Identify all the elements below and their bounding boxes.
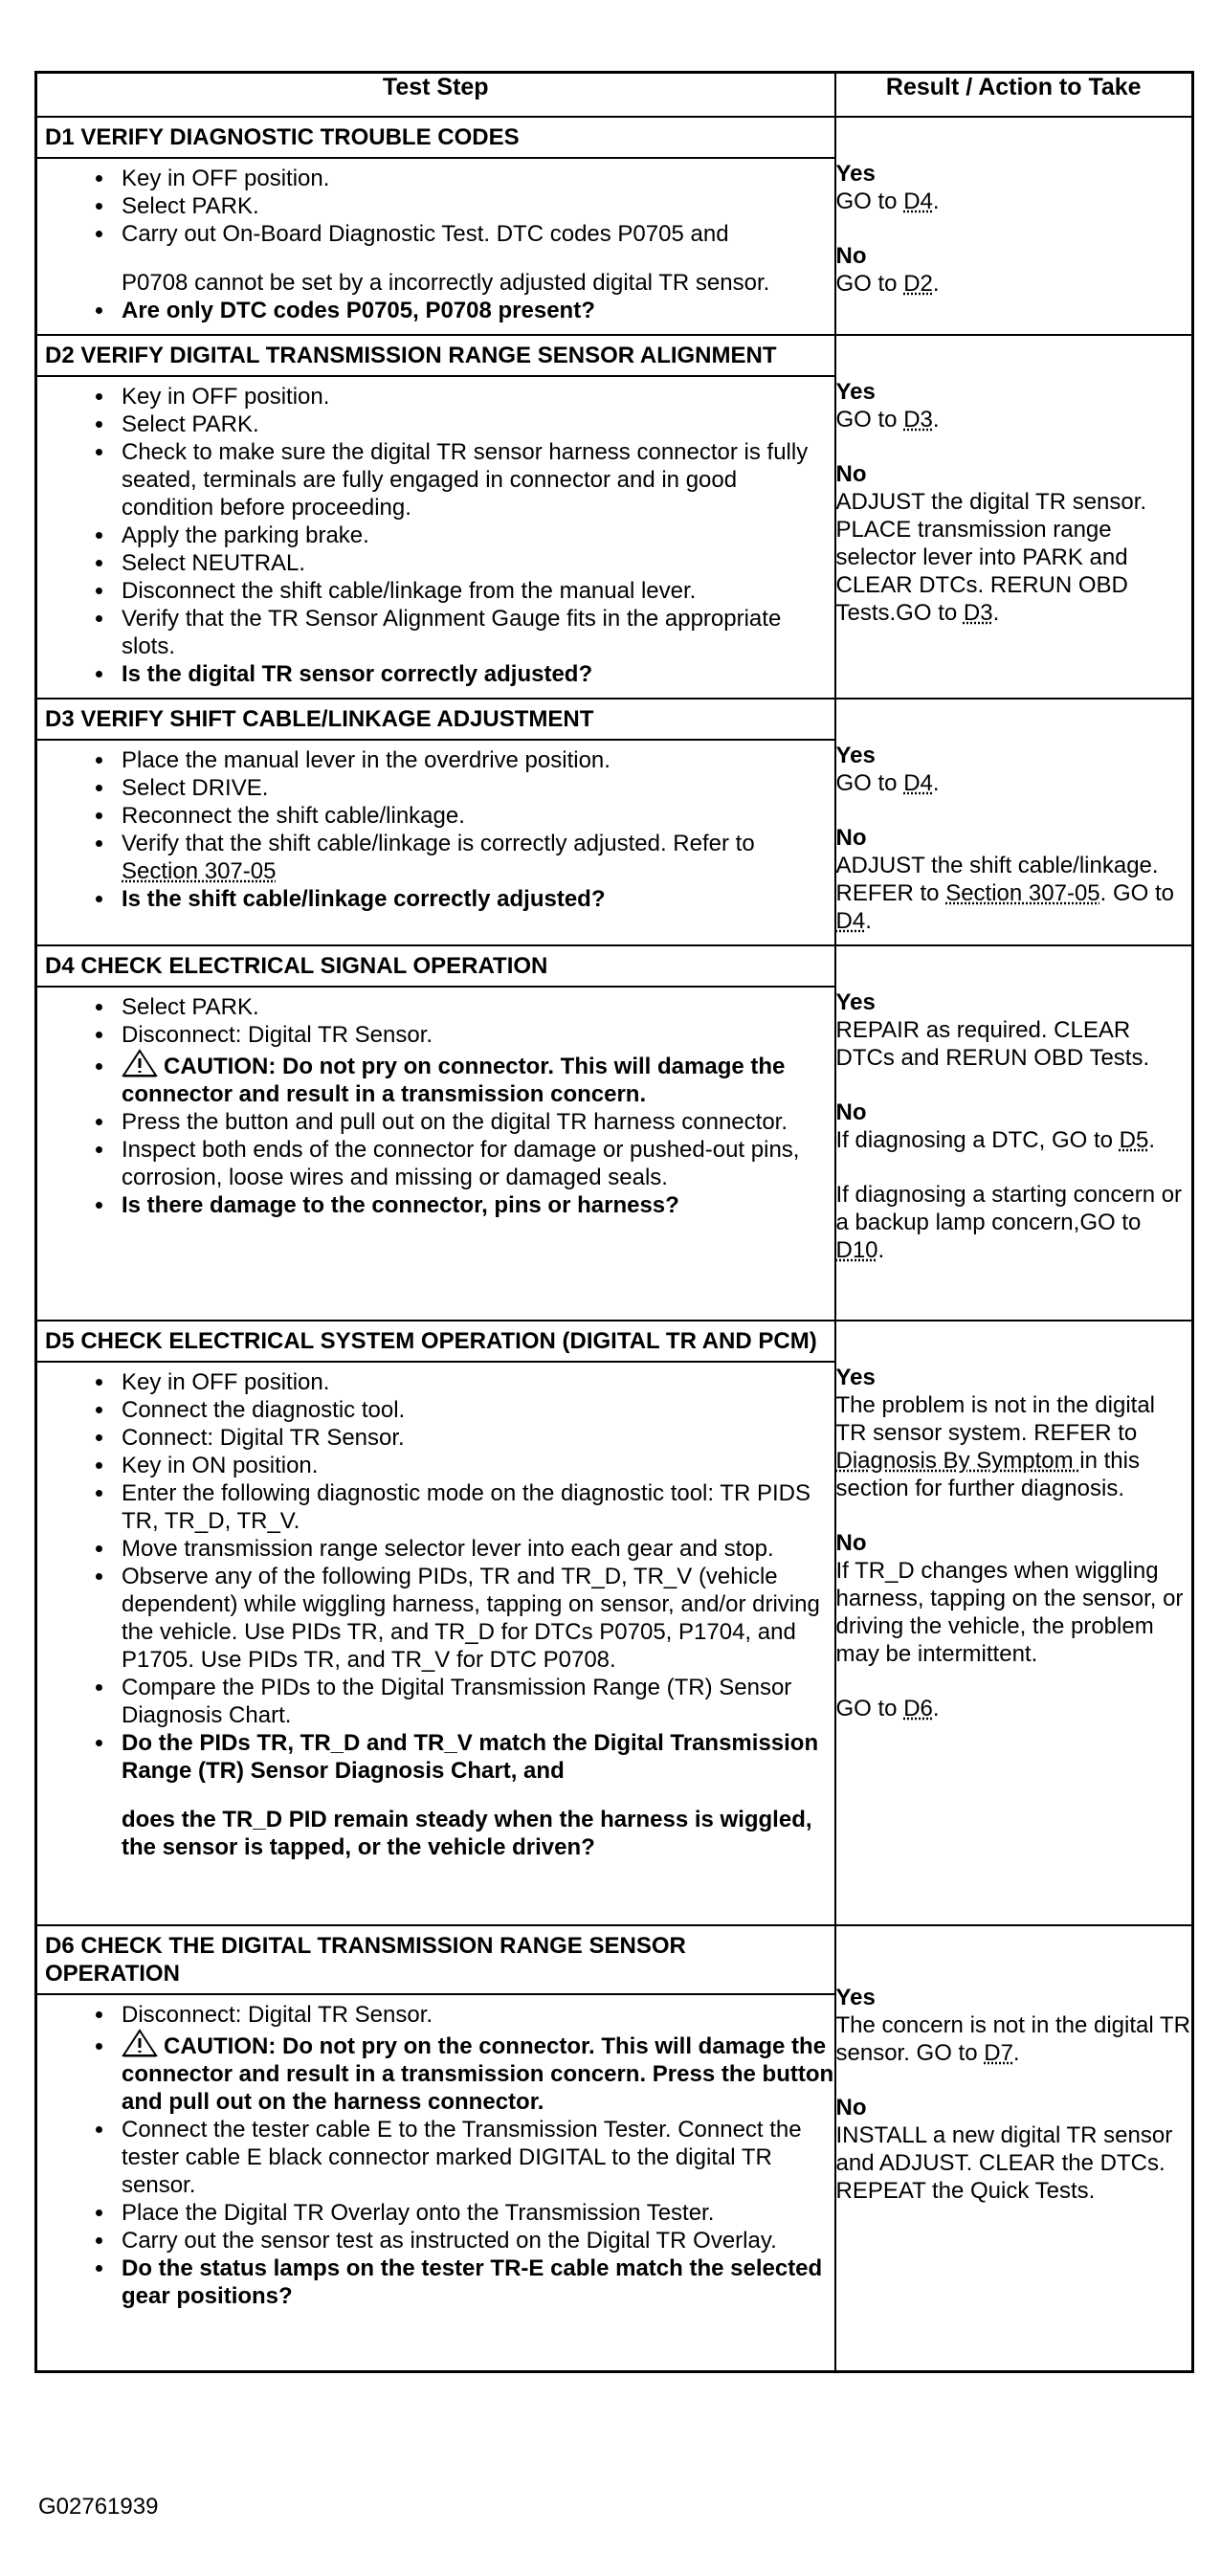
list-item — [116, 2254, 834, 2310]
step-actions-list — [37, 746, 834, 913]
result-yes-text-2: in this section for further diagnosis. — [835, 1448, 1140, 1501]
result-yes-action: The concern is not in the digital TR sensor. GO to D7. — [835, 2012, 1190, 2066]
list-item — [116, 1535, 834, 1563]
result-yes-action: GO to D3. — [835, 407, 940, 433]
list-item — [116, 2001, 834, 2029]
result-no-label: No — [835, 243, 867, 269]
result-action-content — [836, 1926, 1192, 2205]
goto-step-link[interactable]: D5 — [1119, 1127, 1149, 1153]
list-item — [116, 165, 834, 192]
goto-step-link[interactable]: D3 — [903, 407, 933, 433]
list-item-text: Apply the parking brake. — [122, 522, 369, 548]
result-yes-action: GO to D4. — [835, 189, 940, 214]
result-action-cell — [835, 699, 1193, 945]
list-item-text: Connect the diagnostic tool. — [122, 1397, 406, 1423]
test-step-cell — [36, 1925, 835, 2371]
test-step-cell — [36, 945, 835, 1321]
table-header-row — [36, 73, 1193, 118]
list-item — [116, 1479, 834, 1535]
table-row — [36, 699, 1193, 945]
list-item — [116, 1021, 834, 1049]
list-item — [116, 746, 834, 774]
list-item — [116, 549, 834, 577]
step-title: D4 CHECK ELECTRICAL SIGNAL OPERATION — [37, 946, 834, 988]
list-item — [116, 993, 834, 1021]
list-item — [116, 1108, 834, 1136]
result-no-text: If TR_D changes when wiggling harness, tapping on the sensor, or driving the vehicle, the problem may be intermittent. — [835, 1558, 1184, 1667]
list-item-text: Reconnect the shift cable/linkage. — [122, 803, 465, 829]
list-item-text: Carry out On-Board Diagnostic Test. DTC codes P0705 and — [122, 221, 729, 247]
table-row — [36, 1925, 1193, 2371]
list-item-text: CAUTION: Do not pry on connector. This will damage the connector and result in a transmission concern. — [122, 1054, 786, 1107]
test-step-cell — [36, 699, 835, 945]
result-action-content — [836, 1321, 1192, 1722]
list-item — [116, 1049, 834, 1108]
test-step-cell — [36, 117, 835, 335]
result-yes-action — [836, 1016, 1192, 1072]
result-action-content — [836, 336, 1192, 627]
step-actions-list — [37, 2001, 834, 2310]
header-test-step: Test Step — [36, 73, 835, 118]
list-item — [116, 1191, 834, 1219]
list-item — [116, 1136, 834, 1191]
list-item-text: Select PARK. — [122, 994, 259, 1020]
list-item-text: Compare the PIDs to the Digital Transmission Range (TR) Sensor Diagnosis Chart. — [122, 1675, 792, 1728]
list-item — [116, 1729, 834, 1861]
list-item-text: Check to make sure the digital TR sensor harness connector is fully seated, terminals are fully engaged in connector and in good condition before proceeding. — [122, 439, 809, 521]
list-item-text: Place the Digital TR Overlay onto the Transmission Tester. — [122, 2200, 715, 2226]
list-item-text: Verify that the TR Sensor Alignment Gauge fits in the appropriate slots. — [122, 606, 782, 659]
list-item — [116, 830, 834, 885]
list-item-text: Key in ON position. — [122, 1453, 319, 1478]
result-yes-text: The problem is not in the digital TR sensor system. REFER to — [835, 1392, 1156, 1446]
result-action-cell — [835, 1925, 1193, 2371]
list-item-text: Key in OFF position. — [122, 1369, 330, 1395]
list-item — [116, 220, 834, 297]
list-item — [116, 885, 834, 913]
test-step-cell — [36, 335, 835, 699]
result-yes-label: Yes — [835, 379, 876, 405]
result-no-action-2: . GO to D4. — [835, 880, 1175, 934]
goto-step-link[interactable]: D2 — [903, 271, 933, 297]
result-no-action — [836, 2121, 1192, 2205]
step-title: D1 VERIFY DIAGNOSTIC TROUBLE CODES — [37, 118, 834, 159]
list-item-text: Key in OFF position. — [122, 384, 330, 410]
list-item-text: Is the digital TR sensor correctly adjusted? — [122, 661, 593, 687]
list-item — [116, 522, 834, 549]
result-yes-action — [836, 1391, 1192, 1502]
goto-step-link[interactable]: D4 — [903, 189, 933, 214]
test-step-table — [34, 71, 1194, 2373]
result-yes-text: GO to — [835, 407, 904, 433]
table-row — [36, 945, 1193, 1321]
list-item-text: Do the status lamps on the tester TR-E cable match the selected gear positions? — [122, 2255, 823, 2309]
result-no-label: No — [835, 1530, 867, 1556]
list-item-text: Is there damage to the connector, pins or harness? — [122, 1192, 679, 1218]
figure-id: G02761939 — [38, 2494, 159, 2520]
list-item-text: Disconnect: Digital TR Sensor. — [122, 1022, 433, 1048]
result-no-label: No — [835, 1099, 867, 1125]
list-item — [116, 1396, 834, 1424]
list-item-continuation: P0708 cannot be set by a incorrectly adjusted digital TR sensor. — [122, 270, 770, 296]
list-item-text: Select DRIVE. — [122, 775, 269, 801]
list-item-text: Place the manual lever in the overdrive position. — [122, 747, 610, 773]
step-actions-list — [37, 1368, 834, 1861]
table-row — [36, 117, 1193, 335]
step-title: D3 VERIFY SHIFT CABLE/LINKAGE ADJUSTMENT — [37, 700, 834, 741]
result-no-label: No — [835, 825, 867, 851]
result-no-label: No — [835, 461, 867, 487]
list-item — [116, 297, 834, 324]
list-item-text: Verify that the shift cable/linkage is correctly adjusted. Refer to — [122, 831, 755, 856]
result-no-action: GO to D2. — [835, 271, 940, 297]
result-yes-text: GO to — [835, 770, 904, 796]
list-item — [116, 660, 834, 688]
result-no-label: No — [835, 2095, 867, 2121]
step-title: D2 VERIFY DIGITAL TRANSMISSION RANGE SENSOR ALIGNMENT — [37, 336, 834, 377]
result-no-text: ADJUST the shift cable/linkage. REFER to — [835, 853, 1159, 906]
step-actions-list — [37, 383, 834, 688]
goto-step-link[interactable]: Diagnosis By Symptom — [835, 1448, 1080, 1474]
result-no-action — [836, 852, 1192, 935]
list-item — [116, 438, 834, 522]
list-item — [116, 1674, 834, 1729]
result-yes-label: Yes — [835, 743, 876, 768]
result-no-text: INSTALL a new digital TR sensor and ADJUST. CLEAR the DTCs. REPEAT the Quick Tests. — [835, 2122, 1173, 2204]
goto-step-link[interactable]: D6 — [903, 1696, 933, 1721]
list-item — [116, 383, 834, 411]
result-action-cell — [835, 335, 1193, 699]
result-action-cell — [835, 945, 1193, 1321]
goto-step-link[interactable]: D3 — [963, 600, 993, 626]
list-item — [116, 2029, 834, 2116]
list-item-continuation: does the TR_D PID remain steady when the harness is wiggled, the sensor is tapped, or the vehicle driven? — [122, 1807, 812, 1860]
list-item — [116, 1424, 834, 1452]
list-item — [116, 1452, 834, 1479]
list-item-text: Is the shift cable/linkage correctly adjusted? — [122, 886, 606, 912]
result-no-text-2: GO to — [835, 1696, 904, 1721]
step-title: D5 CHECK ELECTRICAL SYSTEM OPERATION (DIGITAL TR AND PCM) — [37, 1321, 834, 1363]
result-no-action: ADJUST the digital TR sensor. PLACE transmission range selector lever into PARK and CLEAR DTCs. RERUN OBD Tests.GO to D3. — [835, 489, 1147, 626]
result-no-action-2: If diagnosing a starting concern or a backup lamp concern,GO to D10. — [835, 1182, 1183, 1263]
result-no-text: If diagnosing a DTC, GO to — [835, 1127, 1120, 1153]
list-item-text: Carry out the sensor test as instructed on the Digital TR Overlay. — [122, 2228, 777, 2254]
list-item — [116, 802, 834, 830]
result-no-text-2: . GO to — [1099, 880, 1175, 906]
table-row — [36, 335, 1193, 699]
step-title: D6 CHECK THE DIGITAL TRANSMISSION RANGE SENSOR OPERATION — [37, 1926, 834, 1995]
list-item — [116, 2227, 834, 2254]
list-item-text: Select PARK. — [122, 411, 259, 437]
test-step-table-wrapper — [34, 71, 1191, 2373]
list-item-text: Select PARK. — [122, 193, 259, 219]
list-item-text: Observe any of the following PIDs, TR and TR_D, TR_V (vehicle dependent) while wiggling harness, tapping on sensor, and/or driving the vehicle. Use PIDs TR, and TR_D for DTCs P0705, P1704, and P1705. Use PIDs TR, and TR_V for DTC P0708. — [122, 1564, 820, 1673]
result-no-action-2: GO to D6. — [835, 1696, 940, 1721]
goto-step-link[interactable]: D4 — [835, 908, 866, 934]
table-body — [36, 117, 1193, 2371]
caution-triangle-icon — [122, 2029, 158, 2057]
result-no-text-2: If diagnosing a starting concern or a backup lamp concern,GO to — [835, 1182, 1183, 1235]
result-yes-action: GO to D4. — [835, 770, 940, 796]
result-yes-text: The concern is not in the digital TR sensor. GO to — [835, 2012, 1190, 2066]
goto-step-link[interactable]: D10 — [835, 1237, 878, 1263]
list-item-text: Key in OFF position. — [122, 166, 330, 191]
list-item-text: Enter the following diagnostic mode on the diagnostic tool: TR PIDS TR, TR_D, TR_V. — [122, 1480, 810, 1534]
test-step-cell — [36, 1321, 835, 1925]
list-item-text: Select NEUTRAL. — [122, 550, 306, 576]
list-item-text: Move transmission range selector lever into each gear and stop. — [122, 1536, 774, 1562]
table-row — [36, 1321, 1193, 1925]
list-item — [116, 2199, 834, 2227]
result-no-text: ADJUST the digital TR sensor. PLACE transmission range selector lever into PARK and CLEAR DTCs. RERUN OBD Tests.GO to — [835, 489, 1147, 626]
list-item-text: CAUTION: Do not pry on the connector. This will damage the connector and result in a transmission concern. Press the button and pull out on the harness connector. — [122, 2033, 834, 2115]
goto-step-link[interactable]: Section 307-05 — [945, 880, 1100, 906]
caution-triangle-icon — [122, 1049, 158, 1077]
result-yes-label: Yes — [835, 1365, 876, 1390]
list-item — [116, 605, 834, 660]
result-no-text: GO to — [835, 271, 904, 297]
list-item — [116, 577, 834, 605]
list-item-text: Press the button and pull out on the digital TR harness connector. — [122, 1109, 788, 1135]
list-item — [116, 411, 834, 438]
list-item-text: Do the PIDs TR, TR_D and TR_V match the Digital Transmission Range (TR) Sensor Diagnosis Chart, and — [122, 1730, 819, 1784]
list-item — [116, 774, 834, 802]
list-item-text: Inspect both ends of the connector for damage or pushed-out pins, corrosion, loose wires and missing or damaged seals. — [122, 1137, 800, 1190]
step-actions-list — [37, 165, 834, 324]
list-item-text: Connect: Digital TR Sensor. — [122, 1425, 405, 1451]
result-yes-text: REPAIR as required. CLEAR DTCs and RERUN OBD Tests. — [835, 1017, 1150, 1071]
section-reference-link[interactable]: Section 307-05 — [122, 858, 277, 884]
result-yes-label: Yes — [835, 989, 876, 1015]
result-yes-text: GO to — [835, 189, 904, 214]
list-item — [116, 2116, 834, 2199]
result-no-action: If diagnosing a DTC, GO to D5. — [835, 1127, 1155, 1153]
list-item-text: Disconnect the shift cable/linkage from the manual lever. — [122, 578, 697, 604]
list-item — [116, 1368, 834, 1396]
list-item-text: Disconnect: Digital TR Sensor. — [122, 2002, 433, 2028]
goto-step-link[interactable]: D4 — [903, 770, 933, 796]
result-action-content — [836, 118, 1192, 298]
result-action-cell — [835, 117, 1193, 335]
list-item-text: Are only DTC codes P0705, P0708 present? — [122, 298, 595, 323]
step-actions-list — [37, 993, 834, 1219]
result-action-content — [836, 946, 1192, 1264]
goto-step-link[interactable]: D7 — [984, 2040, 1013, 2066]
header-result-action: Result / Action to Take — [835, 73, 1193, 118]
result-action-cell — [835, 1321, 1193, 1925]
list-item — [116, 192, 834, 220]
result-yes-label: Yes — [835, 1985, 876, 2010]
result-yes-label: Yes — [835, 161, 876, 187]
list-item — [116, 1563, 834, 1674]
result-no-action — [836, 1557, 1192, 1668]
result-action-content — [836, 700, 1192, 935]
list-item-text: Connect the tester cable E to the Transmission Tester. Connect the tester cable E black connector marked DIGITAL to the digital TR sensor. — [122, 2117, 802, 2198]
